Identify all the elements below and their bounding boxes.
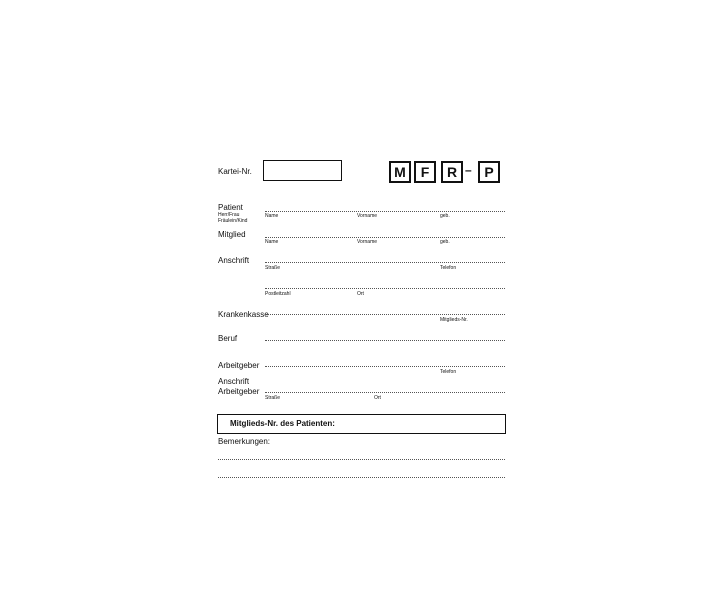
bemerkungen-label: Bemerkungen: bbox=[218, 437, 271, 446]
patient-name-hint: Name bbox=[265, 213, 279, 219]
anschrift-plz-hint: Postleitzahl bbox=[265, 291, 291, 297]
mitglied-name-hint: Name bbox=[265, 239, 279, 245]
anschrift-telefon-hint: Telefon bbox=[440, 265, 457, 271]
anschrift-label: Anschrift bbox=[218, 256, 250, 265]
anschrift-line-1[interactable] bbox=[265, 262, 505, 263]
patient-sub2: Fräulein/Kind bbox=[218, 218, 248, 224]
anschrift-strasse-hint: Straße bbox=[265, 265, 281, 271]
krankenkasse-mitgliedsnr-hint: Mitglieds-Nr. bbox=[440, 317, 468, 323]
patient-vorname-hint: Vorname bbox=[357, 213, 378, 219]
krankenkasse-line[interactable] bbox=[265, 314, 505, 315]
patient-label: Patient bbox=[218, 203, 243, 212]
anschrift-ag-ort-hint: Ort bbox=[374, 395, 381, 401]
arbeitgeber-label: Arbeitgeber bbox=[218, 361, 260, 370]
patient-geb-hint: geb. bbox=[440, 213, 450, 219]
beruf-label: Beruf bbox=[218, 334, 238, 343]
anschrift-ag-strasse-hint: Straße bbox=[265, 395, 281, 401]
krankenkasse-label: Krankenkasse bbox=[218, 310, 269, 319]
mitglieds-nr-label: Mitglieds-Nr. des Patienten: bbox=[230, 419, 335, 428]
arbeitgeber-line[interactable] bbox=[265, 366, 505, 367]
code-p-box[interactable]: P bbox=[478, 161, 500, 183]
arbeitgeber-telefon-hint: Telefon bbox=[440, 369, 457, 375]
anschrift-line-2[interactable] bbox=[265, 288, 505, 289]
anschrift-ag-label-1: Anschrift bbox=[218, 377, 250, 386]
code-separator: – bbox=[465, 163, 472, 177]
code-m-box[interactable]: M bbox=[389, 161, 411, 183]
code-r-box[interactable]: R bbox=[441, 161, 463, 183]
mitglied-geb-hint: geb. bbox=[440, 239, 450, 245]
mitglied-line[interactable] bbox=[265, 237, 505, 238]
anschrift-ort-hint: Ort bbox=[357, 291, 364, 297]
anschrift-ag-label-2: Arbeitgeber bbox=[218, 387, 260, 396]
kartei-label: Kartei-Nr. bbox=[218, 167, 252, 176]
patient-line[interactable] bbox=[265, 211, 505, 212]
patient-sub1: Herr/Frau bbox=[218, 212, 240, 218]
beruf-line[interactable] bbox=[265, 340, 505, 341]
kartei-input[interactable] bbox=[263, 160, 342, 181]
bemerkungen-line-2[interactable] bbox=[218, 477, 505, 478]
anschrift-ag-line[interactable] bbox=[265, 392, 505, 393]
mitglied-label: Mitglied bbox=[218, 230, 246, 239]
code-f-box[interactable]: F bbox=[414, 161, 436, 183]
mitglied-vorname-hint: Vorname bbox=[357, 239, 378, 245]
bemerkungen-line-1[interactable] bbox=[218, 459, 505, 460]
mitglieds-nr-box[interactable] bbox=[217, 414, 506, 434]
